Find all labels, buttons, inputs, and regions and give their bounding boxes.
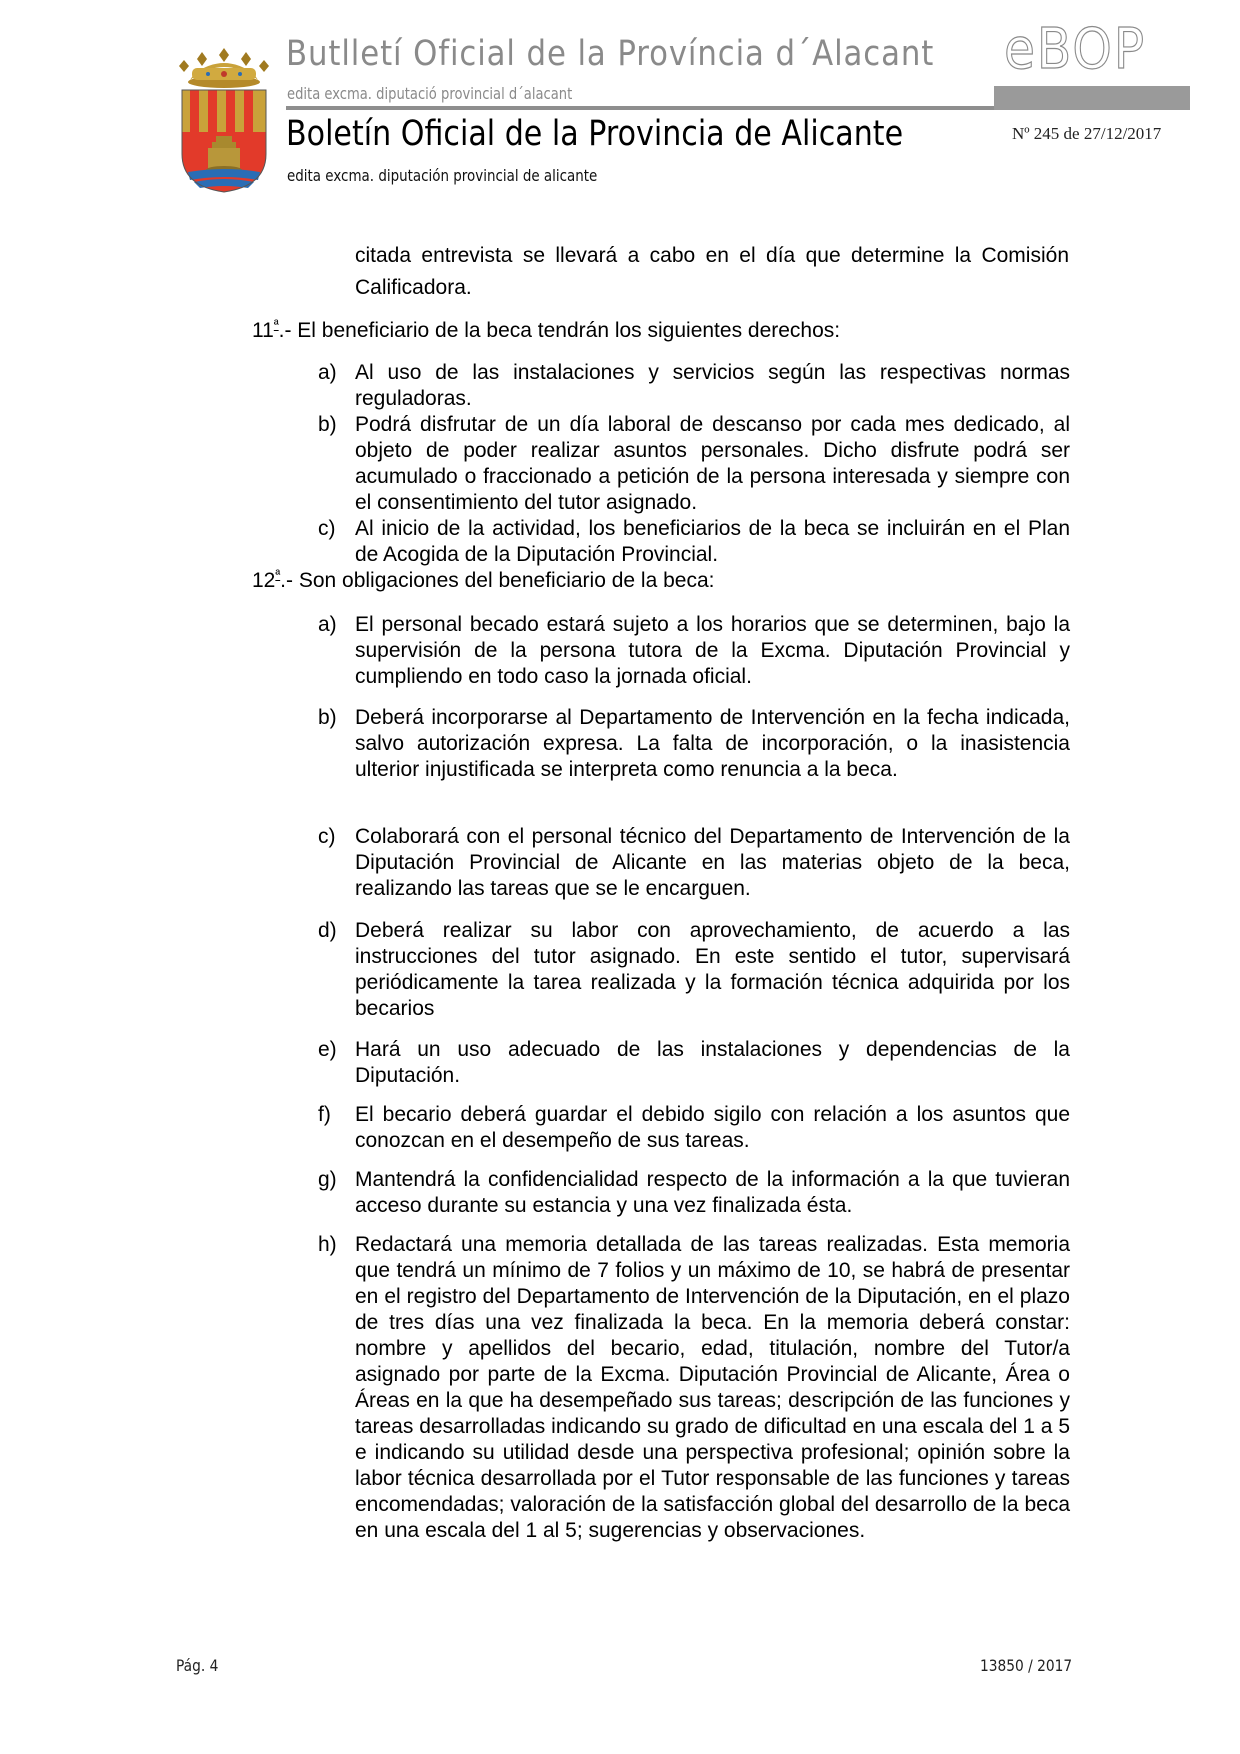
item-label: c) — [318, 517, 336, 540]
item-label: e) — [318, 1038, 337, 1061]
item-text: Colaborará con el personal técnico del Departamento de Intervención de la Diputación Provincial de Alicante en las materias objeto de la beca, realizando las tareas que se le encarguen. — [355, 825, 1070, 900]
item-label: h) — [318, 1233, 337, 1256]
publisher-spanish: edita excma. diputación provincial de alicante — [287, 166, 598, 185]
item-text: Al uso de las instalaciones y servicios según las respectivas normas reguladoras. — [355, 361, 1070, 410]
coat-of-arms-logo — [178, 44, 270, 194]
ebop-logo: eBOP — [1004, 17, 1146, 82]
document-reference: 13850 / 2017 — [979, 1656, 1072, 1675]
item-text: El becario deberá guardar el debido sigilo con relación a los asuntos que conozcan en el desempeño de sus tareas. — [355, 1103, 1070, 1152]
page-number: Pág. 4 — [176, 1656, 219, 1675]
header-grey-bar — [994, 86, 1190, 110]
ordinal-mark: ª — [275, 567, 281, 582]
paragraph-continuation — [355, 240, 1069, 304]
section-12-heading — [252, 568, 714, 594]
bulletin-title-spanish: Boletín Oficial de la Provincia de Alicante — [286, 114, 904, 154]
item-label: b) — [318, 706, 337, 729]
item-text: Hará un uso adecuado de las instalaciones y dependencias de la Diputación. — [355, 1038, 1070, 1087]
section-heading-text: .- El beneficiario de la beca tendrán los siguientes derechos: — [278, 319, 841, 342]
ordinal-mark: ª — [273, 317, 279, 332]
section-11-heading — [252, 318, 840, 344]
bulletin-title-valencian: Butlletí Oficial de la Província d´Alacant — [286, 34, 935, 74]
item-label: f) — [318, 1103, 331, 1126]
item-text: Podrá disfrutar de un día laboral de descanso por cada mes dedicado, al objeto de poder realizar asuntos personales. Dicho disfrute podrá ser acumulado o fraccionado a petición de la persona interesada y siempre con el consentimiento del tutor asignado. — [355, 413, 1070, 514]
item-label: d) — [318, 919, 337, 942]
item-text: Deberá realizar su labor con aprovechamiento, de acuerdo a las instrucciones del tutor asignado. En este sentido el tutor, supervisará periódicamente la tarea realizada y la formación técnica adquirida por los becarios — [355, 919, 1070, 1020]
paragraph-text: citada entrevista se llevará a cabo en el día que determine la Comisión Calificadora. — [355, 244, 1069, 299]
section-heading-text: .- Son obligaciones del beneficiario de la beca: — [280, 569, 715, 592]
item-label: b) — [318, 413, 337, 436]
item-label: a) — [318, 613, 337, 636]
publisher-valencian: edita excma. diputació provincial d´alacant — [287, 84, 573, 103]
item-text: Al inicio de la actividad, los beneficiarios de la beca se incluirán en el Plan de Acogida de la Diputación Provincial. — [355, 517, 1070, 566]
crown-icon — [179, 48, 269, 88]
section-number: 11 — [252, 319, 274, 342]
item-label: g) — [318, 1168, 337, 1191]
issue-number-date: Nº 245 de 27/12/2017 — [1012, 124, 1162, 143]
section-number: 12 — [252, 569, 276, 592]
item-text: Deberá incorporarse al Departamento de Intervención en la fecha indicada, salvo autorización expresa. La falta de incorporación, o la inasistencia ulterior injustificada se interpreta como renuncia a la beca. — [355, 706, 1070, 781]
item-text: El personal becado estará sujeto a los horarios que se determinen, bajo la supervisión de la persona tutora de la Excma. Diputación Provincial y cumpliendo en todo caso la jornada oficial. — [355, 613, 1070, 688]
shield-icon — [182, 90, 266, 192]
header-divider — [286, 106, 996, 110]
item-text: Redactará una memoria detallada de las tareas realizadas. Esta memoria que tendrá un mínimo de 7 folios y un máximo de 10, se habrá de presentar en el registro del Departamento de Intervención de la Diputación, en el plazo de tres días una vez finalizada la beca. En la memoria deberá constar: nombre y apellidos del becario, edad, titulación, nombre del Tutor/a asignado por parte de la Excma. Diputación Provincial de Alicante, Área o Áreas en la que ha desempeñado sus tareas; descripción de las funciones y tareas desarrolladas indicando su grado de dificultad en una escala del 1 a 5 e indicando su utilidad desde una perspectiva profesional; opinión sobre la labor técnica desarrollada por el Tutor responsable de las funciones y tareas encomendadas; valoración de la satisfacción global del desarrollo de la beca en una escala del 1 al 5; sugerencias y observaciones. — [355, 1233, 1070, 1542]
item-label: a) — [318, 361, 337, 384]
item-label: c) — [318, 825, 336, 848]
item-text: Mantendrá la confidencialidad respecto de la información a la que tuvieran acceso durante su estancia y una vez finalizada ésta. — [355, 1168, 1070, 1217]
